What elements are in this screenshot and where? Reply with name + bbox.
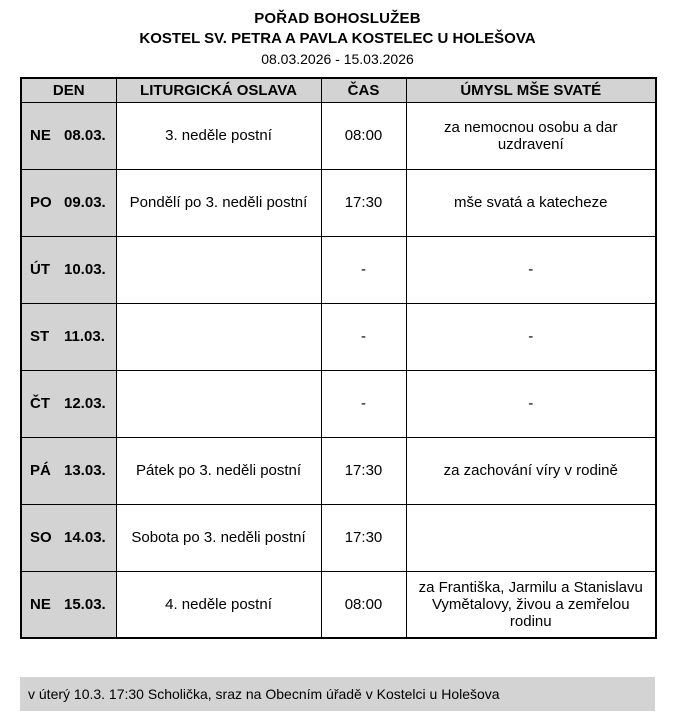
celebration-cell: 4. neděle postní	[116, 571, 321, 638]
table-row	[21, 236, 656, 303]
page-title: POŘAD BOHOSLUŽEB	[254, 10, 421, 27]
day-date: 08.03.	[64, 127, 106, 144]
table-row	[21, 504, 656, 571]
day-date: 10.03.	[64, 261, 106, 278]
date-range: 08.03.2026 - 15.03.2026	[261, 51, 414, 67]
schedule-table	[20, 77, 657, 639]
day-abbr: ST	[30, 328, 50, 345]
day-abbr: NE	[30, 595, 51, 613]
page-subtitle: KOSTEL SV. PETRA A PAVLA KOSTELEC U HOLEŠOVA	[139, 30, 536, 47]
day-abbr: PO	[30, 194, 52, 211]
time-cell: 17:30	[321, 504, 406, 571]
day-date: 09.03.	[64, 194, 106, 211]
column-header-den: DEN	[21, 78, 116, 102]
day-abbr: ÚT	[30, 261, 50, 278]
day-cell	[21, 437, 116, 504]
document-header	[20, 10, 655, 67]
column-header-cas: ČAS	[321, 78, 406, 102]
celebration-cell	[116, 236, 321, 303]
intention-cell: za nemocnou osobu a dar uzdravení	[406, 102, 656, 169]
time-cell: -	[321, 303, 406, 370]
day-date: 15.03.	[64, 595, 106, 613]
intention-cell: za Františka, Jarmilu a Stanislavu Vymětalovy, živou a zemřelou rodinu	[406, 571, 656, 638]
time-cell: -	[321, 236, 406, 303]
day-cell	[21, 236, 116, 303]
time-cell: -	[321, 370, 406, 437]
day-cell	[21, 169, 116, 236]
intention-cell: -	[406, 236, 656, 303]
table-row	[21, 303, 656, 370]
table-row	[21, 571, 656, 638]
day-cell	[21, 303, 116, 370]
day-cell	[21, 370, 116, 437]
day-cell	[21, 571, 116, 638]
time-cell: 17:30	[321, 169, 406, 236]
celebration-cell: Pátek po 3. neděli postní	[116, 437, 321, 504]
column-header-umysl: ÚMYSL MŠE SVATÉ	[406, 78, 656, 102]
footer-note: v úterý 10.3. 17:30 Scholička, sraz na Obecním úřadě v Kostelci u Holešova	[20, 677, 655, 711]
intention-cell	[406, 504, 656, 571]
celebration-cell: Pondělí po 3. neděli postní	[116, 169, 321, 236]
day-date: 11.03.	[64, 328, 105, 345]
column-header-liturgicka-oslava: LITURGICKÁ OSLAVA	[116, 78, 321, 102]
day-abbr: SO	[30, 529, 52, 546]
celebration-cell	[116, 370, 321, 437]
intention-cell: -	[406, 370, 656, 437]
table-row	[21, 437, 656, 504]
day-abbr: NE	[30, 127, 51, 144]
celebration-cell	[116, 303, 321, 370]
table-row	[21, 370, 656, 437]
day-cell	[21, 102, 116, 169]
intention-cell: mše svatá a katecheze	[406, 169, 656, 236]
table-row	[21, 169, 656, 236]
celebration-cell: Sobota po 3. neděli postní	[116, 504, 321, 571]
time-cell: 08:00	[321, 102, 406, 169]
day-date: 13.03.	[64, 462, 106, 479]
day-abbr: PÁ	[30, 462, 51, 479]
intention-cell: -	[406, 303, 656, 370]
time-cell: 08:00	[321, 571, 406, 638]
intention-cell: za zachování víry v rodině	[406, 437, 656, 504]
day-abbr: ČT	[30, 395, 50, 412]
day-date: 12.03.	[64, 395, 106, 412]
day-date: 14.03.	[64, 529, 106, 546]
day-cell	[21, 504, 116, 571]
table-row	[21, 102, 656, 169]
time-cell: 17:30	[321, 437, 406, 504]
celebration-cell: 3. neděle postní	[116, 102, 321, 169]
table-header-row	[21, 78, 656, 102]
